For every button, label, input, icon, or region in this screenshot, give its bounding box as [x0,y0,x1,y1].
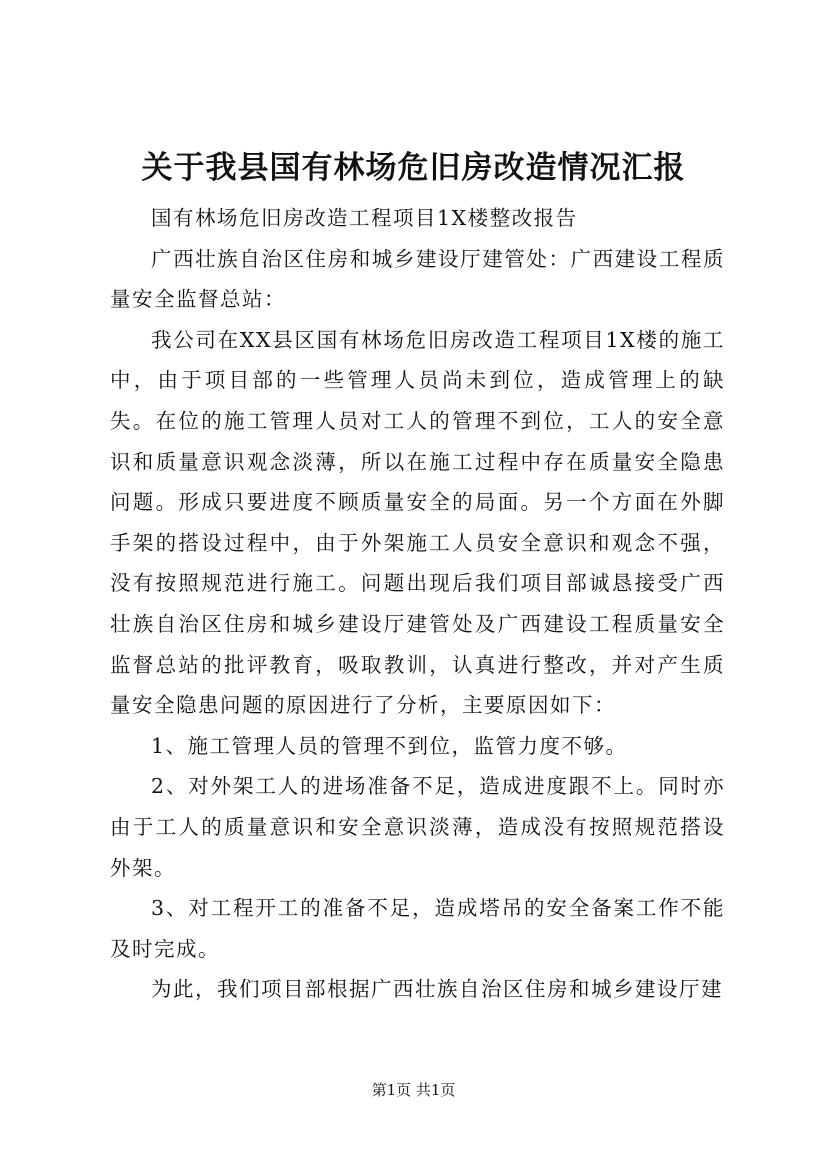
page-footer: 第1页 共1页 [371,1081,456,1099]
closing-paragraph: 为此，我们项目部根据广西壮族自治区住房和城乡建设厅建 [151,977,723,1002]
reason-item-1: 1、施工管理人员的管理不到位，监管力度不够。 [151,733,628,758]
reason-item-2: 2、对外架工人的进场准备不足，造成进度跟不上。同时亦由于工人的质量意识和安全意识淡薄，造成没有按照规范搭设外架。 [110,774,725,880]
report-subtitle: 国有林场危旧房改造工程项目1X楼整改报告 [151,206,578,230]
body-paragraph: 我公司在XX县区国有林场危旧房改造工程项目1X楼的施工中，由于项目部的一些管理人员尚未到位，造成管理上的缺失。在位的施工管理人员对工人的管理不到位，工人的安全意识和质量意识观念淡薄，所以在施工过程中存在质量安全隐患问题。形成只要进度不顾质量安全的局面。另一个方面在外脚手架的搭设过程中，由于外架施工人员安全意识和观念不强，没有按照规范进行施工。问题出现后我们项目部诚恳接受广西壮族自治区住房和城乡建设厅建管处及广西建设工程质量安全监督总站的批评教育，吸取教训，认真进行整改，并对产生质量安全隐患问题的原因进行了分析，主要原因如下： [110,327,725,718]
addressee-paragraph: 广西壮族自治区住房和城乡建设厅建管处：广西建设工程质量安全监督总站： [110,246,725,312]
document-body [110,198,725,1010]
reason-item-3: 3、对工程开工的准备不足，造成塔吊的安全备案工作不能及时完成。 [110,896,725,961]
document-title: 关于我县国有林场危旧房改造情况汇报 [141,150,686,186]
